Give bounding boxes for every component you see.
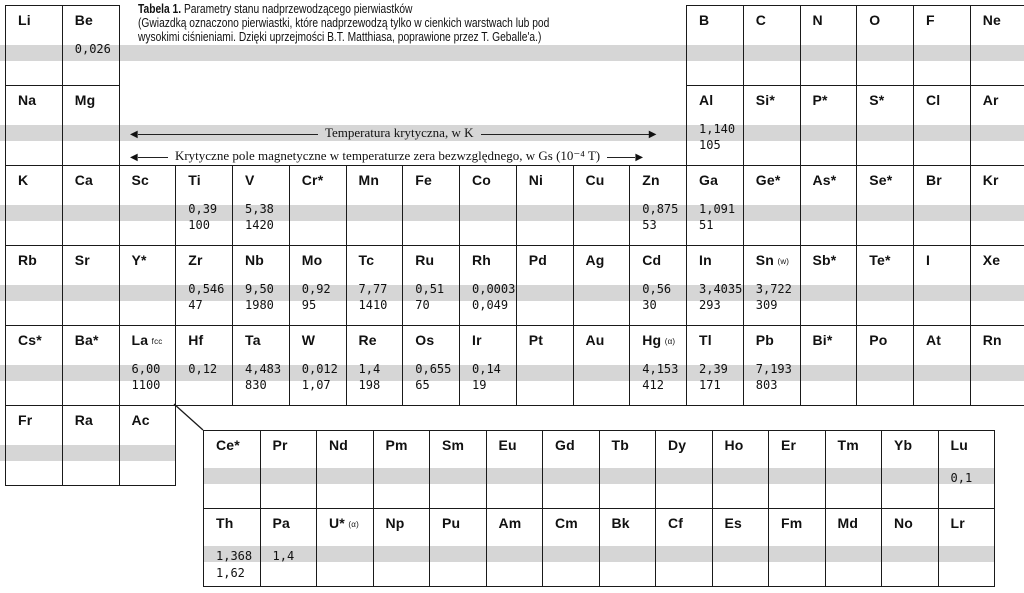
critical-field: 1,62 [216, 566, 245, 580]
critical-field: 309 [755, 298, 778, 312]
element-symbol-text: Tl [699, 332, 712, 348]
critical-field: 100 [188, 218, 210, 232]
critical-temperature: 0,026 [74, 42, 111, 56]
element-symbol-text: Mn [358, 172, 380, 188]
element-symbol-text: Ba* [74, 332, 99, 348]
element-symbol-text: Sb* [812, 252, 837, 268]
element-symbol-text: Cl [926, 92, 941, 108]
critical-temperature: 7,193 [755, 362, 792, 376]
element-symbol-text: Mo [301, 252, 323, 268]
element-symbol-text: Sc [131, 172, 150, 188]
element-symbol-text: Ne [982, 12, 1002, 28]
element-symbol-text: V [245, 172, 255, 188]
element-symbol-text: Ta [245, 332, 261, 348]
element-symbol-text: At [926, 332, 942, 348]
element-symbol-text: Cd [642, 252, 662, 268]
element-symbol-text: Ag [585, 252, 605, 268]
critical-temperature: 0,875 [642, 202, 679, 216]
critical-field: 1420 [245, 218, 274, 232]
element-symbol-text: Po [869, 332, 888, 348]
critical-temperature: 0,012 [301, 362, 338, 376]
element-symbol-text: No [894, 515, 914, 531]
critical-temperature: 1,4 [358, 362, 381, 376]
element-symbol-text: Os [415, 332, 435, 348]
element-symbol-text: Pa [272, 515, 291, 531]
caption-note-line2: wysokimi ciśnieniami. Dzięki uprzejmości B.T. Matthiasa, poprawione przez T. Geballe'a.) [138, 30, 542, 44]
element-symbol-text: Te* [869, 252, 891, 268]
element-symbol-text: Fr [18, 412, 33, 428]
element-symbol-text: Co [472, 172, 492, 188]
element-symbol-text: Cf [668, 515, 684, 531]
critical-field: 171 [699, 378, 721, 392]
element-modifier: fcc [149, 337, 163, 346]
element-symbol-text: Si* [755, 92, 776, 108]
element-symbol-text: W [301, 332, 316, 348]
critical-field: 19 [472, 378, 487, 392]
critical-field: 830 [245, 378, 267, 392]
element-symbol-text: Ru [415, 252, 435, 268]
element-symbol-text: Cs* [18, 332, 42, 348]
element-symbol-text: Pb [755, 332, 775, 348]
element-symbol-text: Al [699, 92, 714, 108]
element-symbol-text: Au [585, 332, 605, 348]
element-symbol-text: I [926, 252, 931, 268]
critical-field: 1410 [358, 298, 388, 312]
element-symbol-text: Fe [415, 172, 432, 188]
element-symbol-text: O [869, 12, 881, 28]
critical-temperature: 0,0003 [472, 282, 516, 296]
critical-field: 1980 [245, 298, 274, 312]
critical-temperature: 0,56 [642, 282, 672, 296]
critical-temperature: 9,50 [245, 282, 274, 296]
hc-legend [130, 148, 643, 164]
element-symbol-text: Cm [555, 515, 578, 531]
element-symbol-text: Mg [74, 92, 96, 108]
element-symbol-text: Re [358, 332, 377, 348]
critical-temperature: 0,51 [415, 282, 445, 296]
element-symbol-text: Zn [642, 172, 660, 188]
element-symbol-text: Bk [611, 515, 630, 531]
element-symbol-text: Ca [74, 172, 94, 188]
right-arrow-icon: ▶ [648, 129, 657, 140]
critical-temperature: 6,00 [131, 362, 161, 376]
left-arrow-icon: ◀ [130, 152, 138, 163]
element-symbol-text: Sr [74, 252, 90, 268]
element-symbol-text: Hg [642, 332, 662, 348]
element-symbol-text: Zr [188, 252, 203, 268]
element-symbol-text: Xe [982, 252, 1001, 268]
element-symbol-text: Er [781, 437, 797, 453]
critical-temperature: 5,38 [245, 202, 274, 216]
critical-field: 0,1 [950, 471, 973, 485]
element-symbol-text: Pm [385, 437, 408, 453]
element-symbol-text: C [755, 12, 767, 28]
element-symbol-text: Th [216, 515, 234, 531]
critical-temperature: 7,77 [358, 282, 388, 296]
element-symbol-text: Bi* [812, 332, 833, 348]
element-symbol-text: Se* [869, 172, 893, 188]
critical-field: 1100 [131, 378, 161, 392]
critical-temperature: 0,546 [188, 282, 225, 296]
critical-temperature: 4,483 [245, 362, 282, 376]
element-symbol-text: Am [498, 515, 522, 531]
critical-temperature: 1,368 [216, 549, 253, 563]
critical-temperature: 1,140 [699, 122, 736, 136]
element-symbol-text: Cu [585, 172, 605, 188]
element-modifier: (w) [775, 257, 790, 266]
element-symbol-text: Ar [982, 92, 999, 108]
element-symbol-text: Rb [18, 252, 38, 268]
critical-field: 30 [642, 298, 657, 312]
element-symbol-text: Hf [188, 332, 204, 348]
element-symbol-text: Pu [442, 515, 461, 531]
element-symbol-text: La [131, 332, 149, 348]
element-symbol-text: S* [869, 92, 885, 108]
critical-temperature: 3,4035 [699, 282, 743, 296]
caption-note-line1: (Gwiazdką oznaczono pierwiastki, które nadprzewodzą tylko w cienkich warstwach lub pod [138, 16, 550, 30]
element-symbol-text: In [699, 252, 712, 268]
critical-temperature: 0,12 [188, 362, 218, 376]
critical-temperature: 2,39 [699, 362, 728, 376]
element-symbol-text: Nd [329, 437, 349, 453]
element-symbol-text: Br [926, 172, 942, 188]
element-symbol-text: Li [18, 12, 31, 28]
element-symbol-text: Yb [894, 437, 913, 453]
element-symbol-text: N [812, 12, 823, 28]
lanthanide-connector-line [174, 404, 203, 430]
right-arrow-icon: ▶ [635, 152, 644, 163]
element-symbol-text: Md [837, 515, 859, 531]
critical-field: 51 [699, 218, 714, 232]
left-arrow-icon: ◀ [130, 129, 138, 140]
critical-field: 803 [755, 378, 778, 392]
critical-temperature: 4,153 [642, 362, 679, 376]
element-symbol-text: Ni [528, 172, 544, 188]
element-symbol-text: Na [18, 92, 37, 108]
critical-temperature: 3,722 [755, 282, 792, 296]
element-symbol-text: Ra [74, 412, 94, 428]
critical-field: 53 [642, 218, 657, 232]
element-symbol-text: Pd [528, 252, 548, 268]
element-symbol-text: Eu [498, 437, 517, 453]
element-symbol-text: Ge* [755, 172, 781, 188]
element-symbol-text: Tm [837, 437, 859, 453]
element-symbol-text: K [18, 172, 29, 188]
element-symbol-text: Tc [358, 252, 375, 268]
element-symbol-text: Es [724, 515, 743, 531]
critical-field: 105 [699, 138, 721, 152]
element-symbol-text: U* [329, 515, 345, 531]
element-symbol-text: Sm [442, 437, 465, 453]
element-symbol-text: Ga [699, 172, 719, 188]
hc-legend-label: Krytyczne pole magnetyczne w temperaturze zera bezwzględnego, w Gs (10⁻⁴ T) [174, 148, 601, 163]
element-symbol-text: Np [385, 515, 405, 531]
element-symbol-text: Ti [188, 172, 201, 188]
table-caption [138, 2, 642, 44]
critical-field: 95 [301, 298, 317, 312]
element-symbol-text: Dy [668, 437, 687, 453]
element-symbol-text: P* [812, 92, 828, 108]
element-symbol-text: Ir [472, 332, 482, 348]
tc-legend-label: Temperatura krytyczna, w K [324, 125, 474, 140]
element-symbol-text: Nb [245, 252, 265, 268]
critical-field: 47 [188, 298, 203, 312]
critical-field: 70 [415, 298, 430, 312]
element-symbol-text: Lu [950, 437, 969, 453]
tc-legend [130, 125, 656, 141]
critical-temperature: 0,655 [415, 362, 452, 376]
critical-field: 198 [358, 378, 381, 392]
element-symbol-text: F [926, 12, 935, 28]
critical-field: 0,049 [472, 298, 509, 312]
element-symbol-text: Y* [131, 252, 147, 268]
critical-field: 1,07 [301, 378, 331, 392]
element-symbol-text: Fm [781, 515, 803, 531]
element-symbol-text: Kr [982, 172, 999, 188]
element-symbol-text: Cr* [301, 172, 324, 188]
element-modifier: (α) [345, 520, 359, 529]
critical-temperature: 1,091 [699, 202, 736, 216]
element-symbol-text: As* [812, 172, 837, 188]
element-symbol-text: Ho [724, 437, 744, 453]
critical-field: 65 [415, 378, 430, 392]
element-symbol-text: Tb [611, 437, 630, 453]
critical-temperature: 0,14 [472, 362, 501, 376]
element-symbol-text: Rn [982, 332, 1002, 348]
element-symbol-text: Pr [272, 437, 288, 453]
element-symbol-text: Ce* [216, 437, 240, 453]
element-symbol-text: Lr [950, 515, 965, 531]
element-symbol-text: Pt [528, 332, 544, 348]
element-symbol-text: Sn [755, 252, 775, 268]
element-symbol-text: Gd [555, 437, 575, 453]
element-symbol-text: Ac [131, 412, 150, 428]
critical-temperature: 0,92 [301, 282, 331, 296]
element-modifier: (α) [662, 337, 676, 346]
element-symbol-text: Be [74, 12, 94, 28]
critical-field: 412 [642, 378, 664, 392]
critical-field: 293 [699, 298, 721, 312]
caption-title-text: Parametry stanu nadprzewodzącego pierwiastków [183, 2, 413, 16]
critical-temperature: 0,39 [188, 202, 218, 216]
element-symbol-text: Rh [472, 252, 492, 268]
caption-title: Tabela 1. [138, 2, 182, 16]
element-symbol-text: B [699, 12, 710, 28]
critical-temperature: 1,4 [272, 549, 295, 563]
